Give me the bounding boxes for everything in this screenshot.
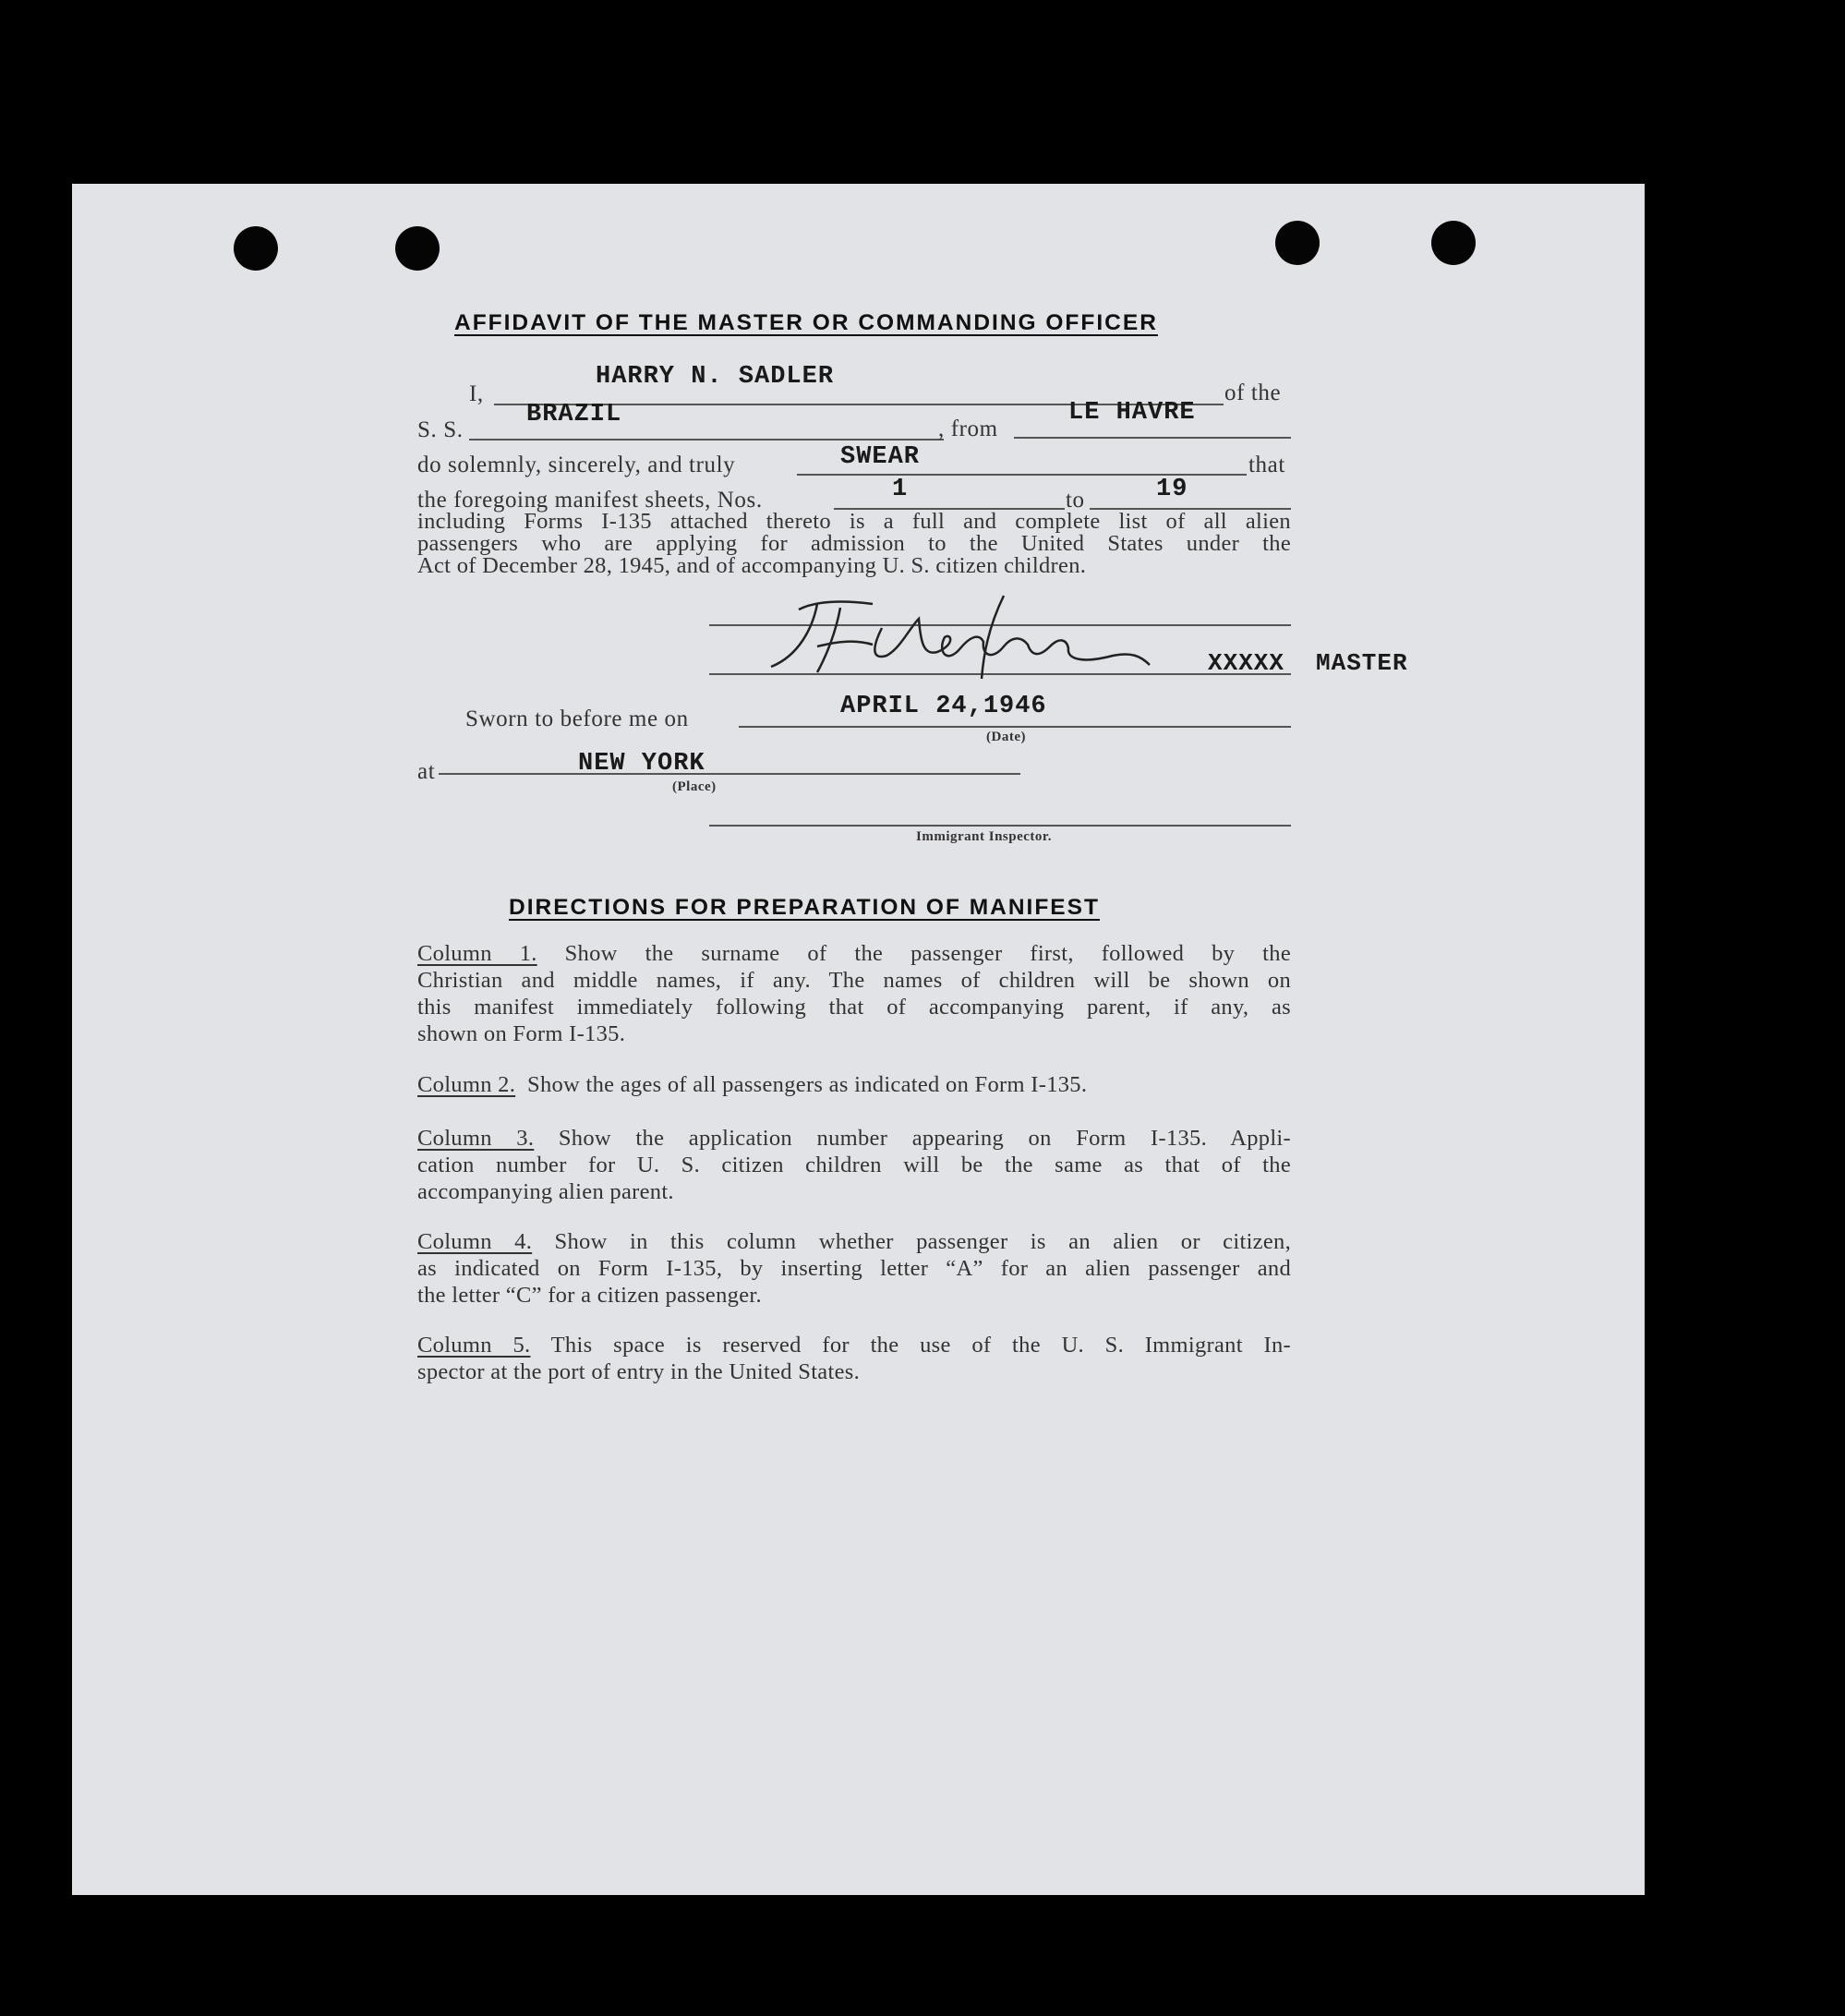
- sheet-to: 19: [1156, 476, 1188, 503]
- punch-hole: [395, 226, 440, 271]
- directions-title: DIRECTIONS FOR PREPARATION OF MANIFEST: [509, 895, 1100, 920]
- direction-text: Show the ages of all passengers as indicated on Form I-135.: [527, 1072, 1088, 1097]
- affidavit-body: [417, 511, 1291, 577]
- direction-line: [417, 1071, 1291, 1098]
- direction-line: [417, 1332, 1291, 1358]
- direction-text: Show the application number appearing on Form I-135. Appli-: [558, 1126, 1291, 1151]
- ss-label: S. S.: [417, 417, 464, 442]
- of-the-label: of the: [1224, 380, 1282, 405]
- direction-line: the letter “C” for a citizen passenger.: [417, 1283, 762, 1308]
- signature: [762, 591, 1159, 683]
- body-line: including Forms I-135 attached thereto is a full and complete list of all alien: [417, 509, 1291, 534]
- date-line: [739, 726, 1291, 728]
- direction-line: [417, 940, 1291, 967]
- sworn-date: APRIL 24,1946: [840, 693, 1047, 720]
- body-line: Act of December 28, 1945, and of accompanying U. S. citizen children.: [417, 553, 1087, 578]
- direction-line: this manifest immediately following that of accompanying parent, if any, as: [417, 995, 1291, 1020]
- foregoing-label: the foregoing manifest sheets, Nos.: [417, 488, 763, 513]
- punch-hole: [234, 226, 278, 271]
- direction-column-5: [417, 1332, 1291, 1385]
- direction-line: as indicated on Form I-135, by inserting letter “A” for an alien passenger and: [417, 1256, 1291, 1281]
- direction-column-1: [417, 940, 1291, 1047]
- affidavit-title: AFFIDAVIT OF THE MASTER OR COMMANDING OFFICER: [454, 310, 1158, 335]
- direction-line: cation number for U. S. citizen children will be the same as that of the: [417, 1153, 1291, 1177]
- direction-line: shown on Form I-135.: [417, 1021, 626, 1046]
- direction-text: Show the surname of the passenger first, followed by the: [564, 941, 1291, 966]
- place-line: [439, 773, 1020, 775]
- column-label: Column 5.: [417, 1333, 531, 1358]
- column-label: Column 3.: [417, 1126, 535, 1151]
- title-role: MASTER: [1316, 649, 1408, 677]
- punch-hole: [1275, 221, 1320, 265]
- direction-line: accompanying alien parent.: [417, 1179, 674, 1204]
- that-label: that: [1248, 453, 1285, 477]
- sheet-from: 1: [892, 476, 909, 503]
- direction-line: [417, 1125, 1291, 1152]
- column-label: Column 4.: [417, 1229, 533, 1254]
- title-struck: XXXXX: [1208, 649, 1285, 677]
- place-caption: (Place): [672, 779, 717, 794]
- inspector-line: [709, 825, 1291, 827]
- signature-mark: [762, 591, 1159, 683]
- at-label: at: [417, 759, 436, 784]
- direction-text: This space is reserved for the use of the U. S. Immigrant In-: [550, 1333, 1291, 1358]
- punch-hole: [1431, 221, 1476, 265]
- direction-text: Show in this column whether passenger is an alien or citizen,: [554, 1229, 1291, 1254]
- to-label: to: [1066, 488, 1085, 513]
- ship-name: BRAZIL: [526, 401, 622, 429]
- place: NEW YORK: [578, 750, 705, 778]
- port-from: LE HAVRE: [1068, 399, 1196, 427]
- master-name: HARRY N. SADLER: [596, 363, 835, 391]
- ship-name-line: [469, 439, 944, 441]
- direction-line: Christian and middle names, if any. The names of children will be shown on: [417, 968, 1291, 993]
- inspector-caption: Immigrant Inspector.: [916, 829, 1052, 844]
- from-label: , from: [938, 416, 998, 441]
- direction-column-2: [417, 1071, 1291, 1098]
- direction-column-3: [417, 1125, 1291, 1205]
- port-from-line: [1014, 437, 1291, 439]
- date-caption: (Date): [986, 730, 1026, 744]
- oath-word: SWEAR: [840, 443, 921, 471]
- direction-line: [417, 1228, 1291, 1255]
- direction-line: spector at the port of entry in the United States.: [417, 1359, 861, 1384]
- sworn-label: Sworn to before me on: [465, 706, 689, 731]
- i-label: I,: [469, 381, 484, 406]
- column-label: Column 1.: [417, 941, 537, 966]
- do-solemnly-label: do solemnly, sincerely, and truly: [417, 453, 736, 477]
- body-line: passengers who are applying for admission to the United States under the: [417, 531, 1291, 556]
- direction-column-4: [417, 1228, 1291, 1309]
- column-label: Column 2.: [417, 1072, 516, 1097]
